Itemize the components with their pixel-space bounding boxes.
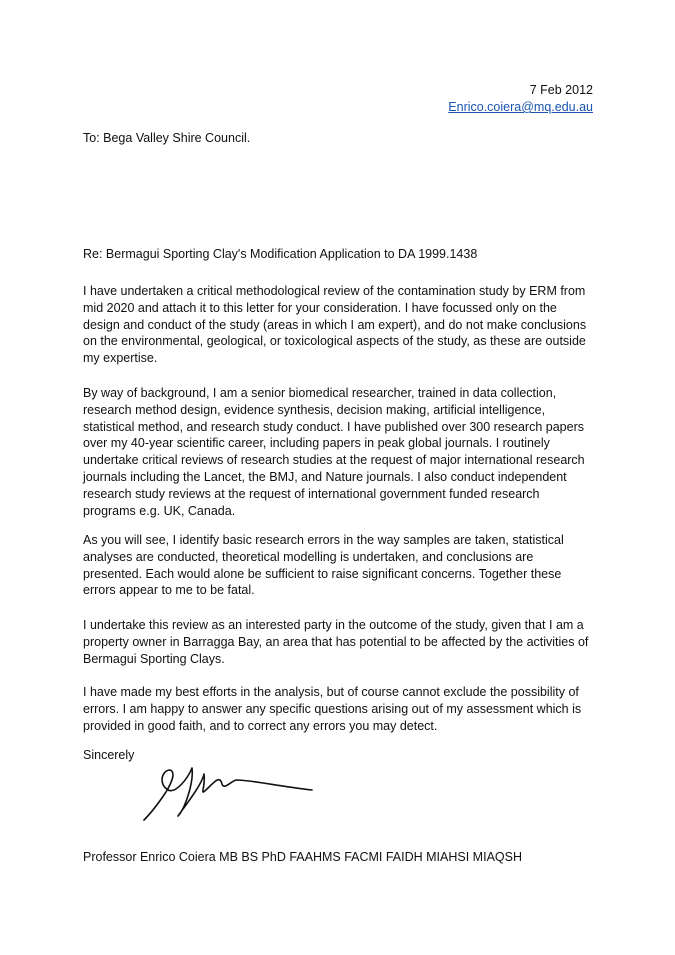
author-name: Professor Enrico Coiera MB BS PhD FAAHMS FACMI FAIDH MIAHSI MIAQSH xyxy=(83,850,522,864)
paragraph-5 xyxy=(83,684,595,734)
paragraph-line: As you will see, I identify basic research errors in the way samples are taken, statistical xyxy=(83,533,564,547)
closing-line: Sincerely xyxy=(83,748,135,762)
paragraph-line: mid 2020 and attach it to this letter for your consideration. I have focussed only on the xyxy=(83,300,557,315)
paragraph-line: undertake critical reviews of research studies at the request of major international research xyxy=(83,453,585,468)
paragraph-line: statistical method, and research study conduct. I have published over 300 research papers xyxy=(83,419,584,434)
paragraph-line: property owner in Barragga Bay, an area that has potential to be affected by the activities of xyxy=(83,634,589,649)
paragraph-line: analyses are conducted, theoretical modelling is undertaken, and conclusions are xyxy=(83,549,534,564)
paragraph-line: By way of background, I am a senior biomedical researcher, trained in data collection, xyxy=(83,386,557,400)
paragraph-line: presented. Each would alone be sufficient to raise significant concerns. Together these xyxy=(83,566,562,581)
subject-line: Re: Bermagui Sporting Clay's Modification Application to DA 1999.1438 xyxy=(83,247,478,261)
paragraph-line: errors appear to me to be fatal. xyxy=(83,583,255,598)
paragraph-line: Bermagui Sporting Clays. xyxy=(83,651,225,666)
paragraph-line: programs e.g. UK, Canada. xyxy=(83,503,236,518)
paragraph-line: over my 40-year scientific career, including papers in peak global journals. I routinely xyxy=(83,436,550,451)
paragraph-line: on the environmental, geological, or toxicological aspects of the study, as these are outside xyxy=(83,334,586,349)
paragraph-line: I have undertaken a critical methodological review of the contamination study by ERM from xyxy=(83,284,586,298)
paragraph-line: journals including the Lancet, the BMJ, and Nature journals. I also conduct independent xyxy=(83,469,567,484)
paragraph-line: I have made my best efforts in the analysis, but of course cannot exclude the possibility of xyxy=(83,685,579,699)
email-link[interactable]: Enrico.coiera@mq.edu.au xyxy=(448,100,593,114)
paragraph-2 xyxy=(83,385,595,519)
paragraph-line: provided in good faith, and to correct any errors you may detect. xyxy=(83,718,438,733)
paragraph-line: research method design, evidence synthesis, decision making, artificial intelligence, xyxy=(83,402,546,417)
letter-date: 7 Feb 2012 xyxy=(529,83,593,97)
paragraph-line: errors. I am happy to answer any specific questions arising out of my assessment which is xyxy=(83,701,582,716)
paragraph-4 xyxy=(83,617,595,667)
paragraph-line: my expertise. xyxy=(83,351,158,366)
paragraph-1 xyxy=(83,283,595,367)
paragraph-3 xyxy=(83,532,595,599)
recipient-line: To: Bega Valley Shire Council. xyxy=(83,131,251,145)
signature-icon xyxy=(136,754,316,824)
paragraph-line: research study reviews at the request of international government funded research xyxy=(83,486,540,501)
paragraph-line: I undertake this review as an interested party in the outcome of the study, given that I am a xyxy=(83,618,584,632)
paragraph-line: design and conduct of the study (areas in which I am expert), and do not make conclusions xyxy=(83,317,587,332)
